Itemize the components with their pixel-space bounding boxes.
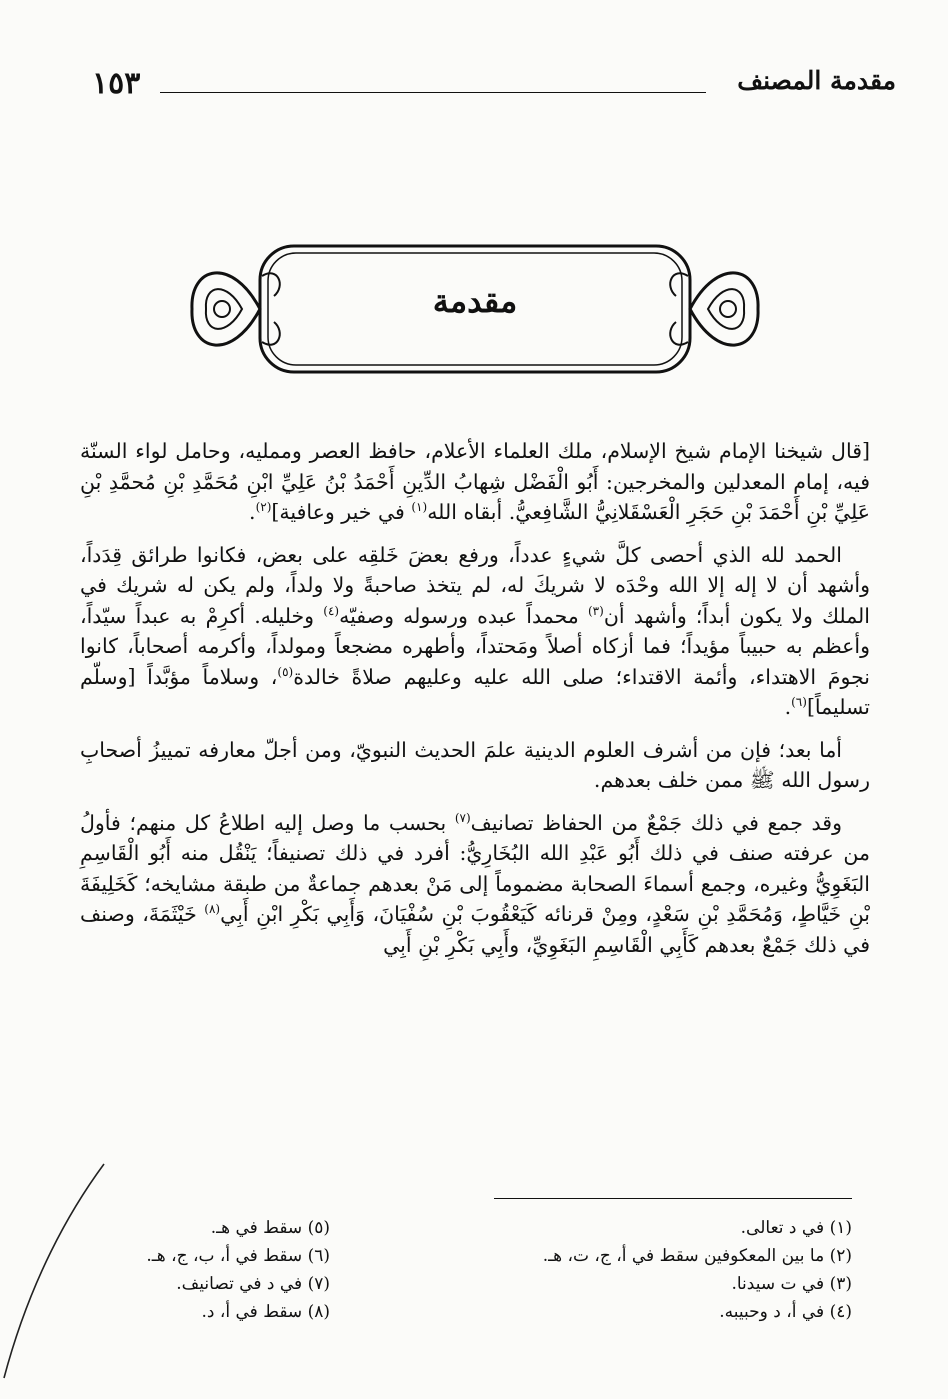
paragraph-text: ، وسلاماً مؤبَّداً [وسلّم تسليماً] <box>80 664 870 719</box>
paragraph-text: في خير وعافية] <box>271 500 412 524</box>
footnote-ref: (٦) <box>791 695 807 710</box>
page-number: ١٥٣ <box>92 66 141 101</box>
footnotes-left <box>90 1214 330 1326</box>
paragraph-text: . <box>249 500 256 524</box>
footnote-5: (٥) سقط في هـ. <box>210 1218 330 1238</box>
paragraph-text: . <box>784 695 792 719</box>
footnote-7: (٧) في د في تصانيف. <box>176 1274 330 1294</box>
footnote-3: (٣) في ت سيدنا. <box>731 1274 852 1294</box>
pen-mark <box>0 1150 110 1380</box>
paragraph-text: [قال شيخنا الإمام شيخ الإسلام، ملك العلماء الأعلام، حافظ العصر وممليه، وحامل لواء السنّة فيه، إمام المعدلين والمخرجين: أَبُو الْفَضْل شِهابُ الدِّينِ أَحْمَدُ بْنُ عَلِيِّ ابْنِ مُحَمَّدِ بْنِ مُحمَّدِ بْنِ عَلِيِّ بْنِ أَحْمَدَ بْنِ حَجَرِ الْعَسْقَلانِيُّ الشَّافِعيُّ. أبقاه الله <box>80 439 870 524</box>
footnote-ref: (١) <box>411 500 428 515</box>
chapter-banner <box>182 236 768 382</box>
footnote-8: (٨) سقط في أ، د. <box>201 1302 330 1322</box>
footnote-6: (٦) سقط في أ، ب، ج، هـ. <box>146 1246 330 1266</box>
running-title: مقدمة المصنف <box>737 66 896 95</box>
paragraph-text: وقد جمع في ذلك جَمْعٌ من الحفاظ تصانيف <box>470 810 842 835</box>
paragraph-2 <box>80 540 870 723</box>
paragraph-3 <box>80 735 870 796</box>
paragraph-text: خَيْثَمَةَ، وصنف في ذلك جَمْعٌ بعدهم كَأَبِي الْقَاسِمِ البَغَوِيِّ، وأَبِي بَكْرِ بْنِ أَبِي <box>80 902 870 957</box>
footnote-4: (٤) في أ، د وحبيبه. <box>719 1302 852 1322</box>
footnote-ref: (٤) <box>323 603 340 618</box>
footnote-2: (٢) ما بين المعكوفين سقط في أ، ج، ت، هـ. <box>542 1246 852 1266</box>
paragraph-text: أما بعد؛ فإن من أشرف العلوم الدينية علمَ الحديث النبويّ، ومن أجلّ معارفه تمييزُ أصحابِ رسول الله ﷺ ممن خلف بعدهم. <box>80 737 870 792</box>
header-rule <box>160 92 706 93</box>
footnote-ref: (٢) <box>255 500 272 515</box>
paragraph-1 <box>80 436 870 528</box>
footnote-1: (١) في د تعالى. <box>740 1218 852 1238</box>
footnote-ref: (٣) <box>587 603 604 618</box>
footnote-rule <box>494 1198 852 1199</box>
paragraph-text: محمداً عبده ورسوله وصفيّه <box>339 603 588 628</box>
main-text <box>80 436 870 972</box>
footnotes-right <box>492 1214 852 1326</box>
paragraph-text: بحسب ما وصل إليه اطلاعُ كل منهم؛ فأولُ من عرفته صنف في ذلك أَبُو عَبْدِ الله البُخَارِيُّ: أفرد في ذلك تصنيفاً؛ يَنْقُل منه أَبُو الْقَاسِمِ البَغَوِيُّ وغيره، وجمع أسماءَ الصحابة مضموماً إلى مَنْ بعدهم جماعةٌ من طبقة مشايخه؛ كَخَلِيفَةَ بْنِ خَيَّاطٍ، وَمُحَمَّدِ بْنِ سَعْدٍ، ومِنْ قرنائه كَيَعْقُوبَ بْنِ سُفْيَانَ، وَأَبِي بَكْرِ ابْنِ أَبِي <box>80 810 871 926</box>
paragraph-4 <box>80 808 870 961</box>
footnote-ref: (٥) <box>277 664 294 679</box>
page-header <box>92 66 896 106</box>
footnote-ref: (٧) <box>454 810 471 825</box>
chapter-title: مقدمة <box>432 282 518 320</box>
footnote-ref: (٨) <box>204 902 221 917</box>
paragraph-text: وخليله. أكرِمْ به عبداً سيّداً، وأعظم به حبيباً مؤيداً؛ فما أزكاه أصلاً ومَحتداً، وأطهره مضجعاً ومولداً، وأكرمه أصحاباً، كانوا نجومَ الاهتداء، وأئمة الاقتداء؛ صلى الله عليه وعليهم صلاةً خالدة <box>80 603 871 689</box>
paragraph-text: الحمد لله الذي أحصى كلَّ شيءٍ عدداً، ورفع بعضَ خَلقِه على بعض، فكانوا طرائق قِدَداً، وأشهد أن لا إله إلا الله وحْدَه لا شريكَ له، لم يتخذ صاحبةً ولا ولداً، ولم يكن له شريك في الملك ولا يكون أبداً؛ وأشهد أن <box>80 542 871 628</box>
